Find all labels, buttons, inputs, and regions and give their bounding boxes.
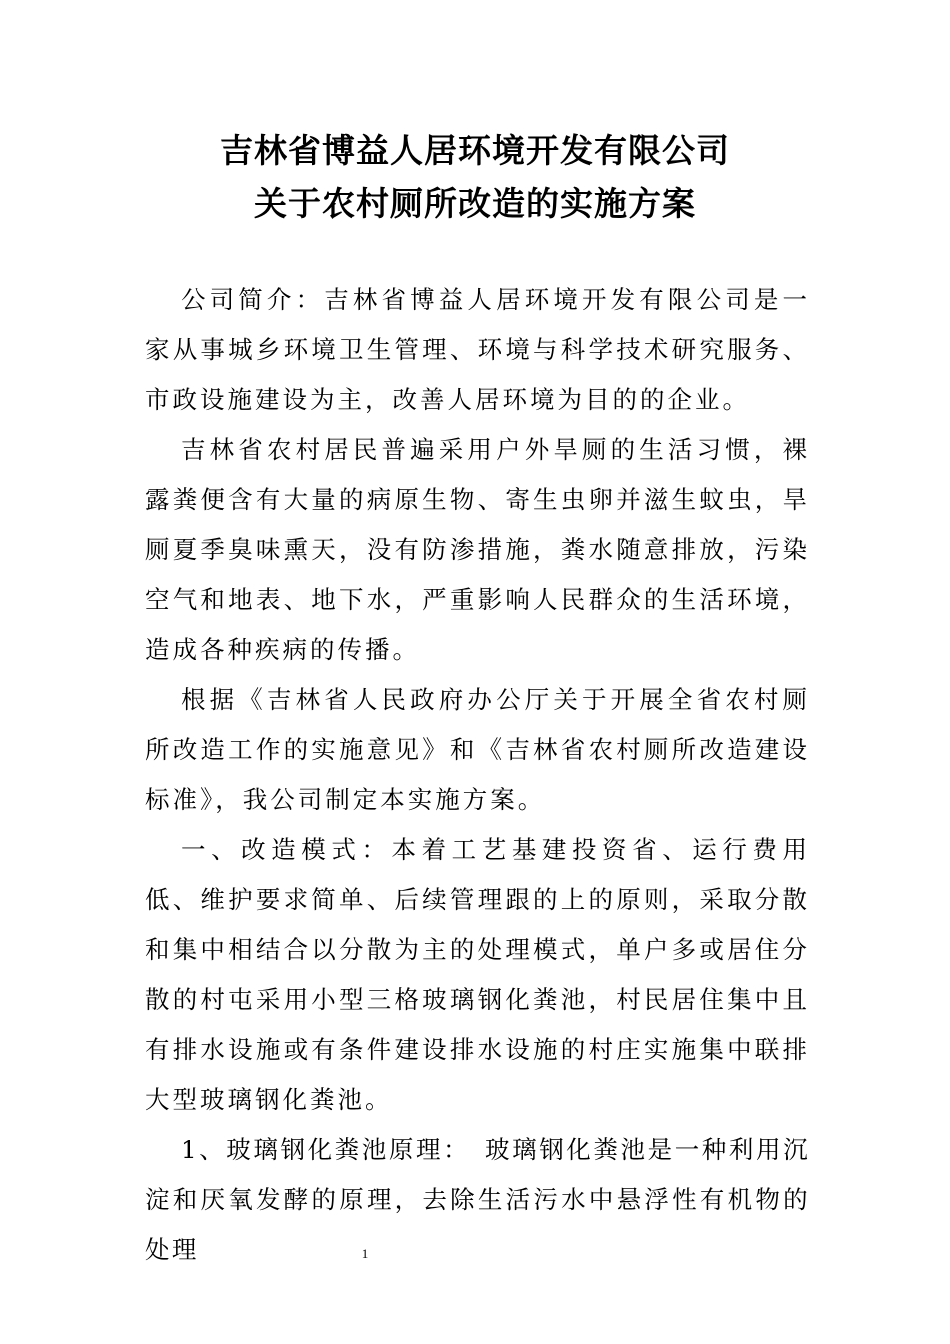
page-number: 1 xyxy=(361,1246,369,1261)
paragraph-company-intro: 公司简介：吉林省博益人居环境开发有限公司是一家从事城乡环境卫生管理、环境与科学技术研究服务、市政设施建设为主，改善人居环境为目的的企业。 xyxy=(145,285,810,414)
paragraph-basis: 根据《吉林省人民政府办公厅关于开展全省农村厕所改造工作的实施意见》和《吉林省农村厕所改造建设标准》，我公司制定本实施方案。 xyxy=(145,685,810,814)
document-title-line-2: 关于农村厕所改造的实施方案 xyxy=(254,184,696,223)
paragraph-renovation-mode: 一、改造模式：本着工艺基建投资省、运行费用低、维护要求简单、后续管理跟的上的原则，采取分散和集中相结合以分散为主的处理模式，单户多或居住分散的村屯采用小型三格玻璃钢化粪池，村民居住集中且有排水设施或有条件建设排水设施的村庄实施集中联排大型玻璃钢化粪池。 xyxy=(145,835,810,1114)
document-title-line-1: 吉林省博益人居环境开发有限公司 xyxy=(220,131,730,170)
document-body xyxy=(145,275,810,1275)
paragraph-background: 吉林省农村居民普遍采用户外旱厕的生活习惯，裸露粪便含有大量的病原生物、寄生虫卵并滋生蚊虫，旱厕夏季臭味熏天，没有防渗措施，粪水随意排放，污染空气和地表、地下水，严重影响人民群众的生活环境，造成各种疾病的传播。 xyxy=(145,435,810,664)
paragraph-septic-tank-principle: 1、玻璃钢化粪池原理： 玻璃钢化粪池是一种利用沉淀和厌氧发酵的原理，去除生活污水中悬浮性有机物的处理 xyxy=(145,1135,810,1264)
